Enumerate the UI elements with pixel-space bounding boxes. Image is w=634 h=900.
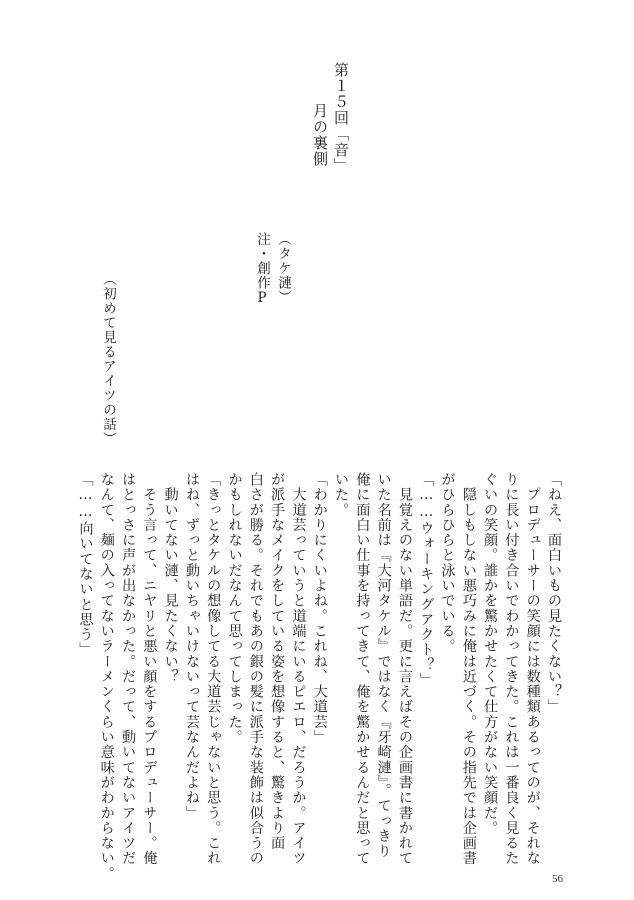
body-line: かもしれないだなんて思ってしまった。 — [226, 472, 243, 745]
author-credit: （タケ漣） — [275, 232, 291, 305]
body-line: 「……向いてないと思う」 — [77, 472, 94, 658]
chapter-title: 第１５回「音」 — [332, 62, 350, 174]
body-line: 隠しもしない悪巧みに俺は近づく。その指先では企画書 — [460, 472, 477, 866]
body-line: はね、ずっと動いちゃいけないって芸なんだよね」 — [183, 472, 200, 821]
body-line: 大道芸っていうと道端にいるピエロ、だろうか。アイツ — [290, 472, 307, 866]
chapter-subtitle: 月の裏側 — [311, 103, 329, 167]
body-line: ぐいの笑顔。誰かを驚かせたくて仕方がない笑顔だ。 — [482, 472, 499, 836]
body-line: 白さが勝る。それでもあの銀の髪に派手な装飾は似合うの — [247, 472, 264, 866]
body-line: がひらひらと泳いでいる。 — [439, 472, 456, 654]
scene-note: （初めて見るアイツの話） — [100, 272, 116, 446]
creator-note: 注・創作P — [254, 232, 270, 307]
body-line: 動いてない漣、見たくない？ — [162, 472, 179, 685]
body-line: はとっさに声が出なかった。だって、動いてないアイツだ — [120, 472, 137, 866]
body-line: そう言って、ニヤリと悪い顔をするプロデューサー。俺 — [141, 472, 158, 866]
body-line: いた名前は『大河タケル』ではなく『牙崎漣』。てっきり — [375, 472, 392, 859]
body-line: なんて、麺の入ってないラーメンくらい意味がわからない。 — [98, 472, 115, 882]
body-line: 俺に面白い仕事を持ってきて、俺を驚かせるんだと思って — [354, 472, 371, 866]
body-line: プロデューサーの笑顔には数種類あるってのが、それな — [524, 472, 541, 866]
body-line: 「ねえ、面白いもの見たくない？」 — [546, 472, 562, 715]
body-line: 「わかりにくいよね。これね、大道芸」 — [311, 472, 328, 745]
body-line: 「……ウォーキングアクト？」 — [418, 472, 435, 688]
page-number: 56 — [552, 873, 563, 885]
body-line: 見覚えのない単語だ。更に言えばその企画書に書かれて — [396, 472, 413, 866]
body-line: 「きっとタケルの想像してる大道芸じゃないと思う。これ — [205, 472, 222, 866]
body-line: りに長い付き合いでわかってきた。これは一番良く見るた — [503, 472, 520, 866]
body-line: が派手なメイクをしている姿を想像すると、驚きより面 — [269, 472, 286, 851]
body-line: いた。 — [333, 472, 350, 518]
